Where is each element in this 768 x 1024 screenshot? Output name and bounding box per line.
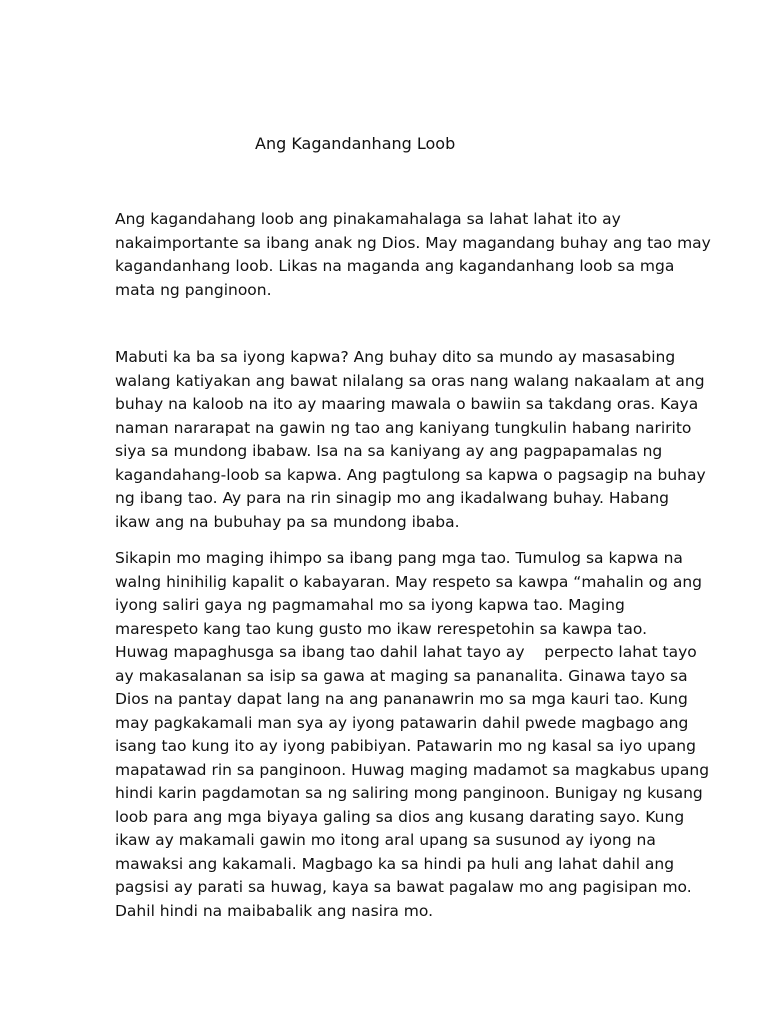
paragraph-3 bbox=[115, 547, 709, 923]
text-line: Ang kagandahang loob ang pinakamahalaga sa lahat lahat ito ay bbox=[115, 210, 621, 228]
text-line: walang katiyakan ang bawat nilalang sa oras nang walang nakaalam at ang bbox=[115, 371, 705, 390]
text-line: isang tao kung ito ay iyong pabibiyan. Patawarin mo ng kasal sa iyo upang bbox=[115, 737, 696, 755]
text-line: ikaw ang na bubuhay pa sa mundong ibaba. bbox=[115, 512, 460, 531]
text-line: iyong saliri gaya ng pagmamahal mo sa iyong kapwa tao. Maging bbox=[115, 596, 625, 614]
text-line: Sikapin mo maging ihimpo sa ibang pang mga tao. Tumulog sa kapwa na bbox=[115, 549, 683, 567]
text-line: mawaksi ang kakamali. Magbago ka sa hindi pa huli ang lahat dahil ang bbox=[115, 854, 675, 873]
paragraph-1 bbox=[115, 208, 711, 302]
text-line: may pagkakamali man sya ay iyong patawarin dahil pwede magbago ang bbox=[115, 713, 689, 732]
text-line: nakaimportante sa ibang anak ng Dios. May magandang buhay ang tao may bbox=[115, 233, 711, 252]
text-line: hindi karin pagdamotan sa ng saliring mong panginoon. Bunigay ng kusang bbox=[115, 784, 703, 802]
text-line: Dios na pantay dapat lang na ang pananawrin mo sa mga kauri tao. Kung bbox=[115, 690, 688, 708]
text-line: Mabuti ka ba sa iyong kapwa? Ang buhay dito sa mundo ay masasabing bbox=[115, 348, 676, 366]
text-line: walng hinihilig kapalit o kabayaran. May respeto sa kawpa “mahalin og ang bbox=[115, 572, 703, 591]
text-line: kagandanhang loob. Likas na maganda ang kagandanhang loob sa mga bbox=[115, 257, 675, 275]
text-line: ng ibang tao. Ay para na rin sinagip mo ang ikadalwang buhay. Habang bbox=[115, 489, 670, 507]
text-line: kagandahang-loob sa kapwa. Ang pagtulong sa kapwa o pagsagip na buhay bbox=[115, 465, 706, 484]
document-title: Ang Kagandanhang Loob bbox=[255, 134, 456, 153]
text-line: ay makasalanan sa isip sa gawa at maging sa pananalita. Ginawa tayo sa bbox=[115, 666, 688, 685]
text-line: siya sa mundong ibabaw. Isa na sa kaniyang ay ang pagpapamalas ng bbox=[115, 442, 663, 460]
text-line: ikaw ay makamali gawin mo itong aral upang sa susunod ay iyong na bbox=[115, 831, 656, 849]
text-line: mata ng panginoon. bbox=[115, 280, 272, 299]
text-line: buhay na kaloob na ito ay maaring mawala o bawiin sa takdang oras. Kaya bbox=[115, 395, 699, 413]
text-line: naman nararapat na gawin ng tao ang kaniyang tungkulin habang naririto bbox=[115, 418, 692, 437]
text-line: marespeto kang tao kung gusto mo ikaw rerespetohin sa kawpa tao. bbox=[115, 619, 648, 638]
text-line: Dahil hindi na maibabalik ang nasira mo. bbox=[115, 901, 433, 920]
text-line: Huwag mapaghusga sa ibang tao dahil lahat tayo ay perpecto lahat tayo bbox=[115, 643, 697, 661]
paragraph-2 bbox=[115, 346, 706, 534]
text-line: loob para ang mga biyaya galing sa dios ang kusang darating sayo. Kung bbox=[115, 807, 685, 826]
text-line: pagsisi ay parati sa huwag, kaya sa bawat pagalaw mo ang pagisipan mo. bbox=[115, 878, 692, 896]
text-line: mapatawad rin sa panginoon. Huwag maging madamot sa magkabus upang bbox=[115, 760, 710, 779]
